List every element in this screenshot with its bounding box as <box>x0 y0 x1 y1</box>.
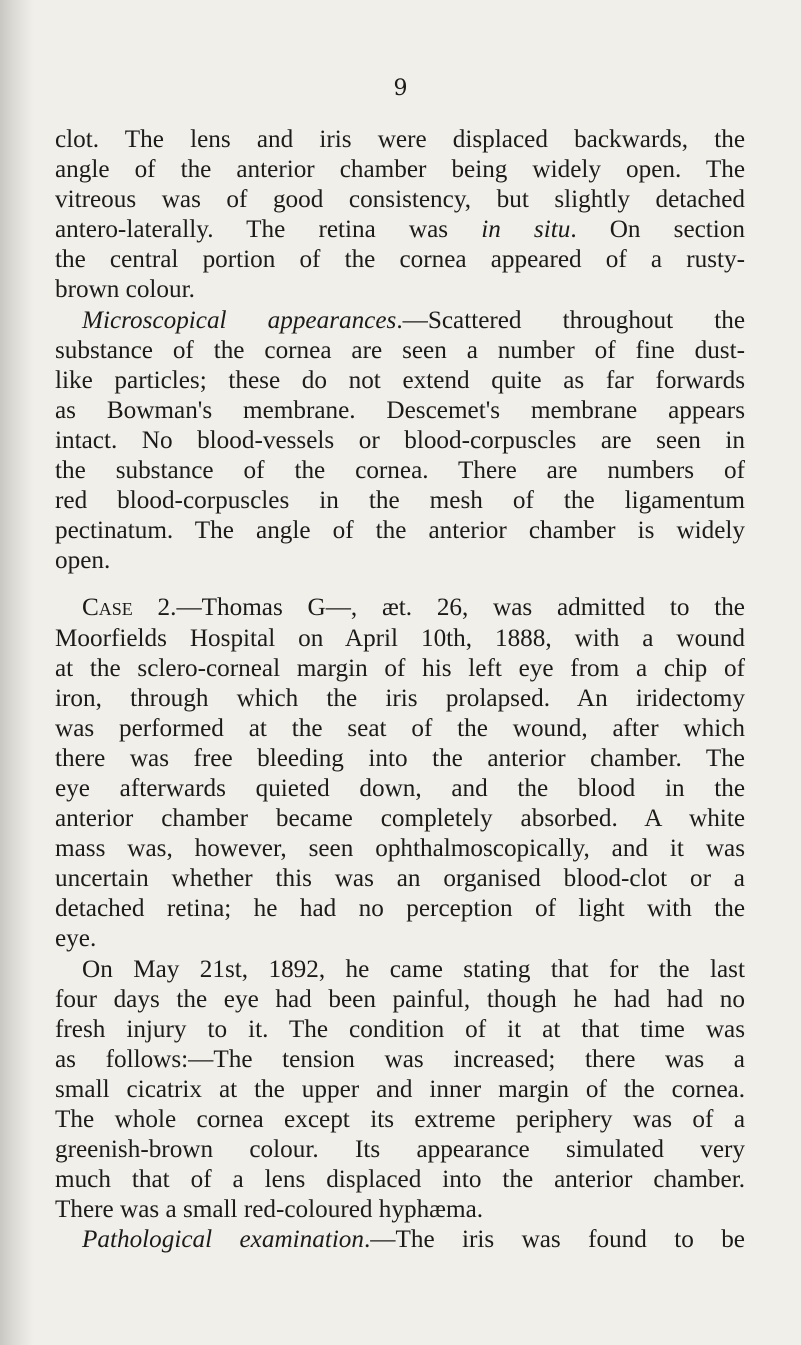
text-line: iron, through which the iris prolapsed. An iridectomy <box>55 684 745 712</box>
text-line: substance of the cornea are seen a number of fine dust- <box>55 336 745 364</box>
text-line: as follows:—The tension was increased; there was a <box>55 1045 745 1073</box>
text-line: the substance of the cornea. There are numbers of <box>55 457 745 485</box>
text-line: On May 21st, 1892, he came stating that for the last <box>82 955 745 983</box>
text-fragment: .—Thomas G—, æt. 26, was admitted to the <box>170 594 745 622</box>
text-line: greenish-brown colour. Its appearance simulated very <box>55 1136 745 1164</box>
page-number: 9 <box>393 76 408 101</box>
body-text <box>55 125 745 1255</box>
section-heading-line <box>55 1225 745 1255</box>
book-gutter-shadow <box>0 0 34 1345</box>
case-heading-line <box>55 593 745 623</box>
text-line: four days the eye had been painful, though he had had no <box>55 985 745 1013</box>
case-label: Case 2 <box>82 594 171 622</box>
text-line: uncertain whether this was an organised blood-clot or a <box>55 865 745 893</box>
section-heading: Pathological examination <box>82 1226 364 1254</box>
text-line: brown colour. <box>55 276 195 304</box>
text-line: there was free bleeding into the anterior chamber. The <box>55 744 745 772</box>
text-fragment: . On section <box>570 216 745 244</box>
text-line: anterior chamber became completely absorbed. A white <box>55 805 745 833</box>
text-line: much that of a lens displaced into the anterior chamber. <box>55 1166 745 1194</box>
text-line: open. <box>55 547 111 575</box>
text-line: detached retina; he had no perception of light with the <box>55 895 745 923</box>
text-line: as Bowman's membrane. Descemet's membrane appears <box>55 396 745 424</box>
text-line: was performed at the seat of the wound, after which <box>55 714 745 742</box>
text-fragment: antero-laterally. The retina was <box>55 216 482 244</box>
text-line: mass was, however, seen ophthalmoscopically, and it was <box>55 835 745 863</box>
text-line: clot. The lens and iris were displaced backwards, the <box>55 126 745 153</box>
text-line: small cicatrix at the upper and inner margin of the cornea. <box>55 1075 745 1103</box>
text-line: red blood-corpuscles in the mesh of the ligamentum <box>55 487 745 515</box>
text-line: intact. No blood-vessels or blood-corpuscles are seen in <box>55 426 745 454</box>
text-line: vitreous was of good consistency, but slightly detached <box>55 186 745 214</box>
text-line: The whole cornea except its extreme periphery was of a <box>55 1106 745 1133</box>
text-fragment: .—The iris was found to be <box>364 1226 745 1254</box>
text-line: eye afterwards quieted down, and the blood in the <box>55 774 745 802</box>
paragraph-gap <box>55 576 745 593</box>
text-line: angle of the anterior chamber being widely open. The <box>55 156 745 184</box>
text-line: Moorfields Hospital on April 10th, 1888, with a wound <box>55 624 745 652</box>
text-line: There was a small red-coloured hyphæma. <box>55 1196 484 1224</box>
text-line <box>55 215 745 245</box>
text-line: at the sclero-corneal margin of his left eye from a chip of <box>55 654 745 682</box>
text-fragment: .—Scattered throughout the <box>396 306 745 334</box>
section-heading: Microscopical appearances <box>82 306 397 334</box>
text-line: the central portion of the cornea appeared of a rusty- <box>55 246 745 274</box>
text-line: pectinatum. The angle of the anterior chamber is widely <box>55 517 745 545</box>
text-line: like particles; these do not extend quite as far forwards <box>55 366 745 394</box>
text-line: eye. <box>55 925 97 953</box>
section-heading-line <box>55 306 745 336</box>
text-line: fresh injury to it. The condition of it at that time was <box>55 1015 745 1043</box>
italic-term: in situ <box>481 216 571 244</box>
